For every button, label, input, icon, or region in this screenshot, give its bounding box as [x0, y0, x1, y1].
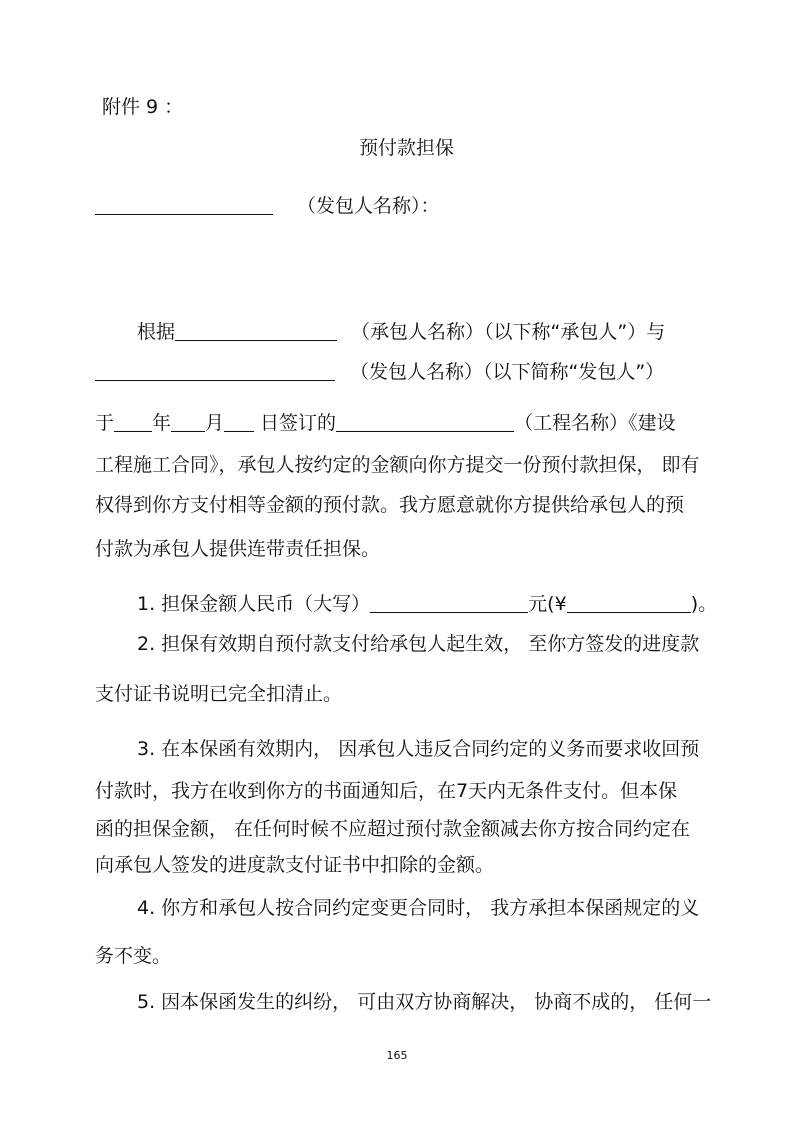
amount-figures-blank[interactable] [567, 593, 691, 613]
date-yu: 于 [95, 412, 115, 434]
date-year: 年 [152, 412, 172, 434]
para1-line3 [95, 411, 676, 435]
para1-lead: 根据 [137, 321, 176, 343]
item5-line1: 5. 因本保函发生的纠纷， 可由双方协商解决， 协商不成的， 任何一 [137, 991, 712, 1013]
item1-text: 1. 担保金额人民币（大写） [137, 593, 371, 615]
item4-line2: 务不变。 [95, 945, 172, 967]
month-blank[interactable] [171, 412, 205, 432]
date-day: 日签订的 [260, 412, 337, 434]
amount-words-blank[interactable] [370, 593, 528, 613]
item4-line1: 4. 你方和承包人按合同约定变更合同时， 我方承担本保函规定的义 [137, 897, 700, 919]
para1-line6: 权得到你方支付相等金额的预付款。我方愿意就你方提供给承包人的预 [95, 494, 685, 516]
document-title: 预付款担保 [359, 137, 455, 159]
contractor-suffix: （承包人名称）（以下称“承包人”）与 [351, 321, 666, 343]
addressee-suffix: （发包人名称）： [297, 195, 440, 217]
item1-close: )。 [690, 593, 718, 615]
item1-yuan: 元(¥ [528, 593, 567, 615]
employer-name-blank-2[interactable] [95, 361, 335, 381]
attachment-label: 附件 9 ： [102, 96, 184, 118]
date-month: 月 [205, 412, 225, 434]
item3-line4: 向承包人签发的进度款支付证书中扣除的金额。 [95, 854, 495, 876]
para1-line2 [95, 360, 664, 384]
employer-suffix: （发包人名称）（以下简称“发包人”） [350, 361, 665, 383]
item3-line1: 3. 在本保函有效期内， 因承包人违反合同约定的义务而要求收回预 [137, 738, 700, 760]
addressee-line [95, 194, 440, 218]
year-blank[interactable] [114, 412, 152, 432]
contractor-name-blank[interactable] [175, 321, 337, 341]
employer-name-blank[interactable] [95, 195, 273, 215]
project-suffix: （工程名称）《建设 [514, 412, 676, 434]
project-name-blank[interactable] [336, 412, 514, 432]
para1-line5: 工程施工合同》，承包人按约定的金额向你方提交一份预付款担保， 即有 [95, 454, 700, 476]
item3-line3: 函的担保金额， 在任何时候不应超过预付款金额减去你方按合同约定在 [95, 818, 691, 840]
para1-line7: 付款为承包人提供连带责任担保。 [95, 538, 381, 560]
para1-line1 [137, 320, 665, 344]
day-blank[interactable] [224, 412, 254, 432]
item2-line2: 支付证书说明已完全扣清止。 [95, 683, 343, 705]
item2-line1: 2. 担保有效期自预付款支付给承包人起生效， 至你方签发的进度款 [137, 633, 700, 655]
item3-line2: 付款时，我方在收到你方的书面通知后，在7天内无条件支付。但本保 [95, 780, 678, 802]
page-number: 165 [386, 1049, 408, 1062]
item1-line [137, 592, 717, 616]
